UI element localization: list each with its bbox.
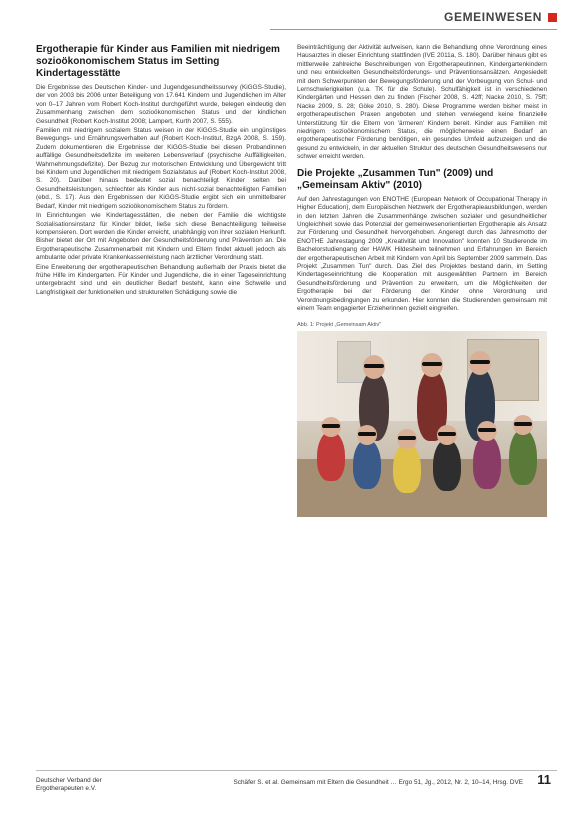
sunglasses (478, 428, 496, 432)
article-heading-right: Die Projekte „Zusammen Tun" (2009) und „Gemeinsam Aktiv" (2010) (297, 167, 494, 191)
paragraph-left-4: Eine Erweiterung der ergotherapeutischen Behandlung außerhalb der Praxis bietet die frühe Hilfe im Kindergarten. Für Kinder und Jugendliche, die in einer Tageseinrichtung untergebracht sind und ein deutlicher Bedarf besteht, kann eine Schwelle und Langfristigkeit der funktionellen und strukturellen Schädigung sowie die (36, 263, 286, 296)
section-header (444, 10, 557, 24)
sunglasses (422, 362, 442, 366)
footer-organization (36, 777, 102, 793)
project-group-photo (297, 331, 547, 517)
sunglasses (322, 424, 340, 428)
paragraph-left-2: Familien mit niedrigem sozialem Status weisen in der KiGGS-Studie ein ungünstiges Bewegungs- und Ernährungsverhalten auf (Robert Koch-Institut, BzgA 2008, S. 159). Zudem dokumentieren die Ergebnisse der KiGGS-Studie bei diesen Probandinnen auffällige Gesundheitsdefizite im weiteren Lebensverlauf (psychische Auffälligkeiten, Wahrnehmungsdefizite). Der Bezug zur motorischen Entwicklung und Übergewicht tritt bei Kindern und Jugendlichen mit niedrigem Sozialstatus auf (Robert Koch-Institut 2008, S. 20). Darüber hinaus bedeutet sozial benachteiligt Kinder selten bei Gesundheitsleistungen, schlechter als Kinder aus nicht-sozial benachteiligten Familien (ebd., S. 17). Aus den Ergebnissen der KiGGS-Studie ergibt sich ein unmittelbarer Bedarf, Kinder mit niedrigem sozioökonomischem Status zu fördern. (36, 127, 286, 210)
sunglasses (514, 422, 532, 426)
article-heading-left: Ergotherapie für Kinder aus Familien mit niedrigem sozioökonomischem Status im Setting Kindertagesstätte (36, 44, 280, 79)
page-number: 11 (537, 772, 551, 787)
paragraph-right-2: Auf den Jahrestagungen von ENOTHE (European Network of Occupational Therapy in Higher Education), dem Europäischen Netzwerk der Ergotherapieausbildungen, werden in den letzten Jahren die Zusammenhänge zwischen sozialer und gesundheitlicher Ungleichheit sowie das Potenzial der gemeinwesenorientierten Ergotherapie als Ansatz zur Förderung und Gesundheit hervorgehoben. Angeregt durch das Jahresmotto der ENOTHE Jahrestagung 2009 „Kreativität und Innovation" konnten 10 Studierende im Bachelorstudiengang der HAWK Hildesheim teilnehmen und Erfahrungen im Bereich der ergotherapeutischen Arbeit mit Kindern von April bis September 2009 sammeln. Das Projekt „Zusammen Tun" durch. Das Ziel des Projektes bestand darin, im Setting Kindertageseinrichtung die Kooperation mit ausgewählten Partnern im Bereich Gesundheitsförderung und Prävention zu erweitern, um die Möglichkeiten der Ergotherapie bei der Förderung der Kinder ohne Verordnung und Verordnungsbedingungen zu erkunden. Hier konnten die Studierenden gemeinsam mit einem Team engagierter Erzieherinnen gezielt eingreifen. (297, 195, 547, 312)
sunglasses (438, 432, 456, 436)
paragraph-left-3: In Einrichtungen wie Kindertagesstätten, die neben der Familie die wichtigste Sozialisationsinstanz für Kinder bildet, ließe sich diese Benachteiligung teilweise kompensieren. Dort werden die Kinder erreicht, unabhängig von ihrer sozialen Herkunft. Bisher bietet der Ort mit Angeboten der Gesundheitsförderung und Prävention an. Die Ergotherapeutische Zusammenarbeit mit Kindern und Eltern findet aktuell jedoch als ambulante oder private Krankenkassenleistung nach ärztlicher Verordnung statt. (36, 212, 286, 262)
header-divider (270, 29, 557, 30)
person-child (473, 435, 501, 489)
person-child (509, 429, 537, 485)
right-column (297, 44, 547, 517)
footer-org-line-1: Deutscher Verband der (36, 777, 102, 784)
paragraph-left-1: Die Ergebnisse des Deutschen Kinder- und Jugendgesundheitssurvey (KiGGS-Studie), der von 2003 bis 2006 unter Beteiligung von 17.641 Kindern und Jugendlichen im Alter von 0–17 Jahren vom Robert Koch-Institut durchgeführt wurde, belegen eindeutig den Zusammenhang zwischen dem sozioökonomischen Status und der kindlichen Gesundheit (Robert Koch-Institut 2008; Lampert, Kurth 2007, S. 555). (36, 84, 286, 125)
paragraph-right-1: Beeinträchtigung der Aktivität aufweisen, kann die Behandlung ohne Verordnung eines Hausarztes in dieser Einrichtung stattfinden (IVE 2011a, S. 180). Darüber hinaus gibt es mittlerweile zahlreiche Beschreibungen von Ergotherapeutinnen, Kindergartenkindern und neu entwickelten Gesundheitsförderungs- und Präventionsansätzen. Angesiedelt mit dem Schwerpunkten der Bewegungsförderung und der Vorbeugung von Schul- und Lernschwierigkeiten (u.a. TK für die Schule). Schulfähigkeit ist in verschiedenen Kindergärten und Hessen den zu finden (Fischer 2008, S. 42ff; Nacke 2010, S. 75ff; Nacke 2009, S. 28; Göke 2010, S. 280). Diese Programme werden bisher meist in ergotherapeutischen Praxen angeboten und stehen verwiegend keine finanzielle Unterstützung für die Eltern von 'ärmeren' Kindern bereit. Kinder aus Familien mit niedrigem sozioökonomischem Status, die möglicherweise einen Bedarf an ergotherapeutischer Förderung benötigen, ein gesundes Umfeld aufzuzeigen und die gesund zu entwickeln, in der aktuellen Struktur des deutschen Gesundheitswesens nur schwer erreicht werden. (297, 44, 547, 161)
footer-citation: Schäfer S. et al. Gemeinsam mit Eltern die Gesundheit … Ergo 51, Jg., 2012, Nr. 2, 10–14, Hrsg. DVE (233, 779, 523, 786)
section-title: GEMEINWESEN (444, 10, 542, 24)
person-child (433, 439, 461, 491)
footer-divider (36, 770, 557, 771)
person-child (393, 443, 421, 493)
sunglasses (398, 436, 416, 440)
person-child (353, 439, 381, 489)
sunglasses (358, 432, 376, 436)
left-column (36, 44, 286, 297)
sunglasses (364, 364, 384, 368)
sunglasses (470, 360, 490, 364)
person-child (317, 431, 345, 481)
footer-org-line-2: Ergotherapeuten e.V. (36, 785, 97, 792)
photo-caption: Abb. 1: Projekt „Gemeinsam Aktiv" (297, 322, 382, 329)
section-marker-square (548, 13, 557, 22)
